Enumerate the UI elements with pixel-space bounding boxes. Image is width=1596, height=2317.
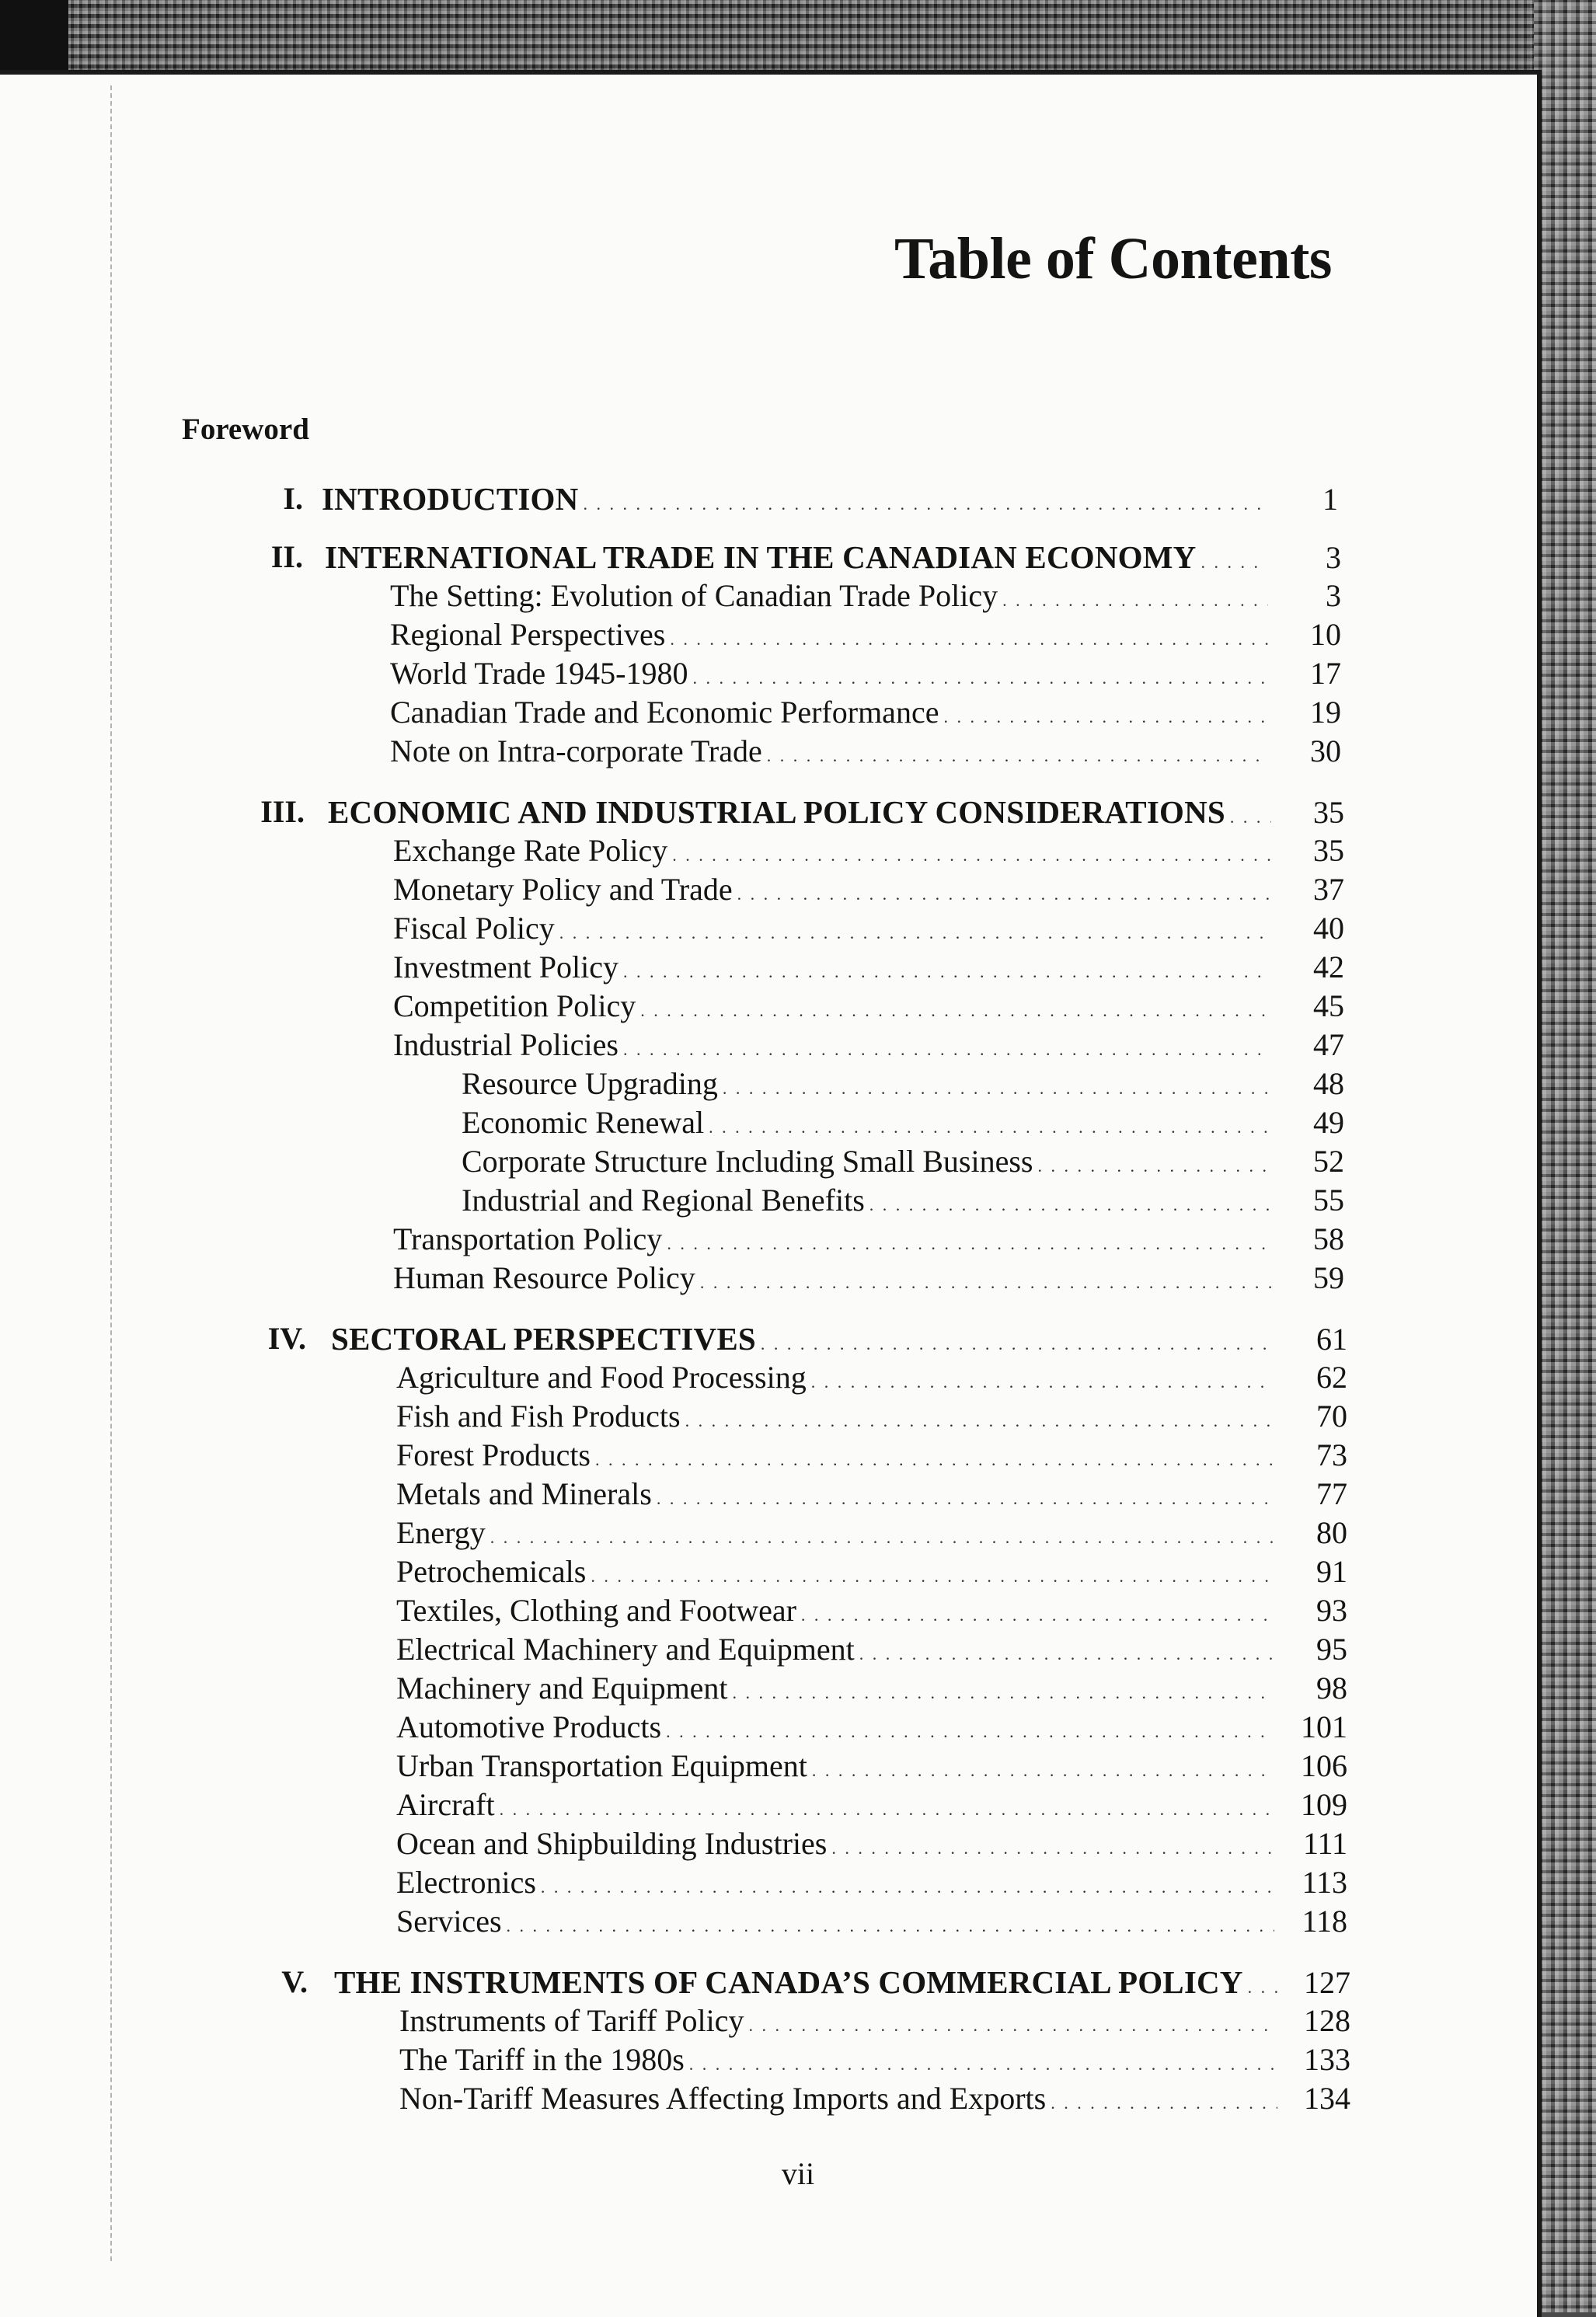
- section-title: Energy: [396, 1515, 486, 1550]
- page-reference: 17: [1310, 656, 1341, 691]
- page-reference: 93: [1316, 1593, 1347, 1628]
- dot-leader: [657, 1489, 1274, 1509]
- page-reference: 35: [1313, 833, 1344, 868]
- section-title: Investment Policy: [393, 949, 619, 984]
- dot-leader: [761, 1334, 1274, 1354]
- section-title: Instruments of Tariff Policy: [399, 2003, 744, 2038]
- section-title: Industrial Policies: [393, 1027, 619, 1062]
- section-title: Fiscal Policy: [393, 911, 555, 946]
- dot-leader: [559, 923, 1271, 943]
- toc-entry-row[interactable]: [396, 1825, 1347, 1864]
- page-reference: 30: [1310, 733, 1341, 768]
- page-reference: 73: [1316, 1437, 1347, 1472]
- dot-leader: [1200, 552, 1268, 573]
- dot-leader: [831, 1838, 1274, 1859]
- section-title: Note on Intra-corporate Trade: [390, 733, 762, 768]
- dot-leader: [767, 746, 1268, 766]
- dot-leader: [623, 962, 1271, 982]
- toc-entry-row[interactable]: [396, 1398, 1347, 1437]
- dot-leader: [733, 1683, 1274, 1703]
- toc-entry-row[interactable]: [396, 1359, 1347, 1398]
- page-reference: 58: [1313, 1221, 1344, 1256]
- page-reference: 3: [1326, 578, 1341, 613]
- section-title: Electronics: [396, 1865, 536, 1900]
- section-title: World Trade 1945-1980: [390, 656, 688, 691]
- page-reference: 40: [1313, 911, 1344, 946]
- section-title: Resource Upgrading: [462, 1066, 718, 1101]
- dot-leader: [1248, 1977, 1277, 1998]
- page-reference: 106: [1301, 1748, 1347, 1783]
- toc-entry-row[interactable]: [396, 1670, 1347, 1709]
- dot-leader: [1002, 591, 1268, 611]
- chapter-number: III.: [260, 794, 305, 829]
- dot-leader: [1037, 1156, 1271, 1176]
- toc-entry-row[interactable]: [462, 1143, 1344, 1182]
- chapter-title: SECTORAL PERSPECTIVES: [331, 1321, 756, 1357]
- chapter-title: THE INSTRUMENTS OF CANADA’S COMMERCIAL POLICY: [334, 1964, 1243, 2000]
- toc-entry-row[interactable]: [399, 2002, 1350, 2041]
- toc-entry-row[interactable]: [396, 1903, 1347, 1942]
- dot-leader: [667, 1234, 1271, 1254]
- page-reference: 95: [1316, 1632, 1347, 1667]
- section-title: Regional Perspectives: [390, 617, 666, 652]
- section-title: Non-Tariff Measures Affecting Imports and Exports: [399, 2081, 1047, 2116]
- page-number: vii: [781, 2156, 815, 2191]
- page-reference: 42: [1313, 949, 1344, 984]
- toc-entry-row[interactable]: [462, 1065, 1344, 1104]
- section-title: Automotive Products: [396, 1709, 662, 1744]
- dot-leader: [541, 1877, 1274, 1897]
- toc-entry-row[interactable]: [393, 832, 1344, 871]
- dot-leader: [812, 1761, 1274, 1781]
- page-reference: 19: [1310, 695, 1341, 730]
- page-reference: 45: [1313, 988, 1344, 1023]
- toc-chapter-row[interactable]: [270, 538, 1341, 577]
- page-reference: 109: [1301, 1787, 1347, 1822]
- dot-leader: [811, 1372, 1274, 1392]
- page-reference: 3: [1326, 540, 1341, 575]
- page-reference: 113: [1302, 1865, 1347, 1900]
- toc-entry-row[interactable]: [399, 2041, 1350, 2080]
- dot-leader: [1230, 807, 1271, 828]
- toc-entry-row[interactable]: [393, 949, 1344, 988]
- dot-leader: [943, 707, 1268, 727]
- dot-leader: [490, 1528, 1274, 1548]
- toc-entry-row[interactable]: [393, 871, 1344, 910]
- dot-leader: [723, 1078, 1271, 1099]
- dot-leader: [507, 1916, 1274, 1936]
- toc-entry-row[interactable]: [396, 1786, 1347, 1825]
- chapter-number: IV.: [267, 1321, 306, 1356]
- chapter-number: II.: [270, 539, 303, 574]
- toc-entry-row[interactable]: [396, 1476, 1347, 1514]
- toc-entry-row[interactable]: [390, 694, 1341, 733]
- page-reference: 111: [1302, 1826, 1347, 1861]
- dot-leader: [700, 1273, 1271, 1293]
- toc-entry-row[interactable]: [390, 733, 1341, 772]
- toc-entry-row[interactable]: [396, 1747, 1347, 1786]
- dot-leader: [748, 2016, 1277, 2036]
- page-reference: 77: [1316, 1476, 1347, 1511]
- dot-leader: [672, 845, 1271, 866]
- dot-leader: [692, 668, 1268, 688]
- toc-entry-row[interactable]: [393, 910, 1344, 949]
- dot-leader: [666, 1722, 1274, 1742]
- section-title: Textiles, Clothing and Footwear: [396, 1593, 796, 1628]
- section-title: Urban Transportation Equipment: [396, 1748, 807, 1783]
- dot-leader: [670, 629, 1268, 650]
- toc-entry-row[interactable]: [393, 988, 1344, 1026]
- dot-leader: [583, 494, 1265, 514]
- dot-leader: [1051, 2093, 1277, 2113]
- section-title: Transportation Policy: [393, 1221, 663, 1256]
- section-title: Ocean and Shipbuilding Industries: [396, 1826, 828, 1861]
- page-reference: 61: [1316, 1322, 1347, 1357]
- dot-leader: [685, 1411, 1274, 1431]
- section-title: Fish and Fish Products: [396, 1399, 681, 1434]
- page-reference: 59: [1313, 1260, 1344, 1295]
- toc-entry-row[interactable]: [396, 1553, 1347, 1592]
- page-reference: 101: [1301, 1709, 1347, 1744]
- dot-leader: [737, 884, 1271, 904]
- toc-entry-row[interactable]: [396, 1592, 1347, 1631]
- toc-entry-row[interactable]: [393, 1221, 1344, 1260]
- section-title: Monetary Policy and Trade: [393, 872, 733, 907]
- section-title: Services: [396, 1904, 502, 1939]
- section-title: The Setting: Evolution of Canadian Trade Policy: [390, 578, 998, 613]
- page-reference: 49: [1313, 1105, 1344, 1140]
- toc-chapter-row[interactable]: [260, 793, 1344, 832]
- dot-leader: [709, 1117, 1271, 1138]
- page-reference: 118: [1302, 1904, 1347, 1939]
- dot-leader: [500, 1800, 1274, 1820]
- foreword-heading[interactable]: Foreword: [182, 413, 309, 446]
- page-reference: 37: [1313, 872, 1344, 907]
- section-title: Human Resource Policy: [393, 1260, 695, 1295]
- section-title: Agriculture and Food Processing: [396, 1360, 807, 1395]
- section-title: Petrochemicals: [396, 1554, 587, 1589]
- chapter-number: V.: [281, 1964, 308, 1999]
- toc-entry-row[interactable]: [399, 2080, 1350, 2119]
- toc-entry-row[interactable]: [393, 1026, 1344, 1065]
- toc-entry-row[interactable]: [396, 1709, 1347, 1747]
- section-title: Forest Products: [396, 1437, 591, 1472]
- toc-entry-row[interactable]: [462, 1182, 1344, 1221]
- chapter-title: INTRODUCTION: [322, 481, 579, 517]
- toc-entry-row[interactable]: [396, 1631, 1347, 1670]
- page-reference: 35: [1313, 795, 1344, 830]
- toc-chapter-row[interactable]: [267, 1320, 1347, 1359]
- page-reference: 47: [1313, 1027, 1344, 1062]
- page-reference: 128: [1304, 2003, 1350, 2038]
- page-reference: 70: [1316, 1399, 1347, 1434]
- dot-leader: [869, 1195, 1271, 1215]
- section-title: The Tariff in the 1980s: [399, 2042, 685, 2077]
- page-title: Table of Contents: [894, 226, 1332, 291]
- page-reference: 91: [1316, 1554, 1347, 1589]
- page-reference: 10: [1310, 617, 1341, 652]
- section-title: Competition Policy: [393, 988, 636, 1023]
- section-title: Industrial and Regional Benefits: [462, 1183, 865, 1218]
- chapter-number: I.: [283, 481, 303, 516]
- page-reference: 62: [1316, 1360, 1347, 1395]
- chapter-title: INTERNATIONAL TRADE IN THE CANADIAN ECONOMY: [325, 539, 1197, 575]
- dot-leader: [801, 1605, 1274, 1625]
- page-reference: 52: [1313, 1144, 1344, 1179]
- page-reference: 48: [1313, 1066, 1344, 1101]
- dot-leader: [859, 1644, 1274, 1664]
- toc-entry-row[interactable]: [396, 1864, 1347, 1903]
- section-title: Exchange Rate Policy: [393, 833, 668, 868]
- dot-leader: [640, 1001, 1271, 1021]
- section-title: Aircraft: [396, 1787, 495, 1822]
- page-reference: 133: [1304, 2042, 1350, 2077]
- page-reference: 1: [1322, 482, 1338, 517]
- section-title: Corporate Structure Including Small Business: [462, 1144, 1033, 1179]
- chapter-title: ECONOMIC AND INDUSTRIAL POLICY CONSIDERATIONS: [328, 794, 1225, 830]
- dot-leader: [689, 2054, 1277, 2075]
- page-reference: 98: [1316, 1671, 1347, 1706]
- toc-entry-row[interactable]: [390, 616, 1341, 655]
- toc-entry-row[interactable]: [396, 1514, 1347, 1553]
- dot-leader: [595, 1450, 1274, 1470]
- page-reference: 55: [1313, 1183, 1344, 1218]
- toc-entry-row[interactable]: [390, 577, 1341, 616]
- toc-entry-row[interactable]: [462, 1104, 1344, 1143]
- section-title: Machinery and Equipment: [396, 1671, 728, 1706]
- page-reference: 127: [1304, 1965, 1350, 2000]
- section-title: Canadian Trade and Economic Performance: [390, 695, 939, 730]
- toc-chapter-row[interactable]: [283, 480, 1338, 519]
- page-reference: 134: [1304, 2081, 1350, 2116]
- toc-entry-row[interactable]: [393, 1260, 1344, 1298]
- toc-chapter-row[interactable]: [281, 1963, 1350, 2002]
- section-title: Economic Renewal: [462, 1105, 705, 1140]
- dot-leader: [591, 1566, 1274, 1587]
- section-title: Metals and Minerals: [396, 1476, 652, 1511]
- toc-entry-row[interactable]: [396, 1437, 1347, 1476]
- toc-entry-row[interactable]: [390, 655, 1341, 694]
- section-title: Electrical Machinery and Equipment: [396, 1632, 855, 1667]
- dot-leader: [623, 1040, 1271, 1060]
- page-reference: 80: [1316, 1515, 1347, 1550]
